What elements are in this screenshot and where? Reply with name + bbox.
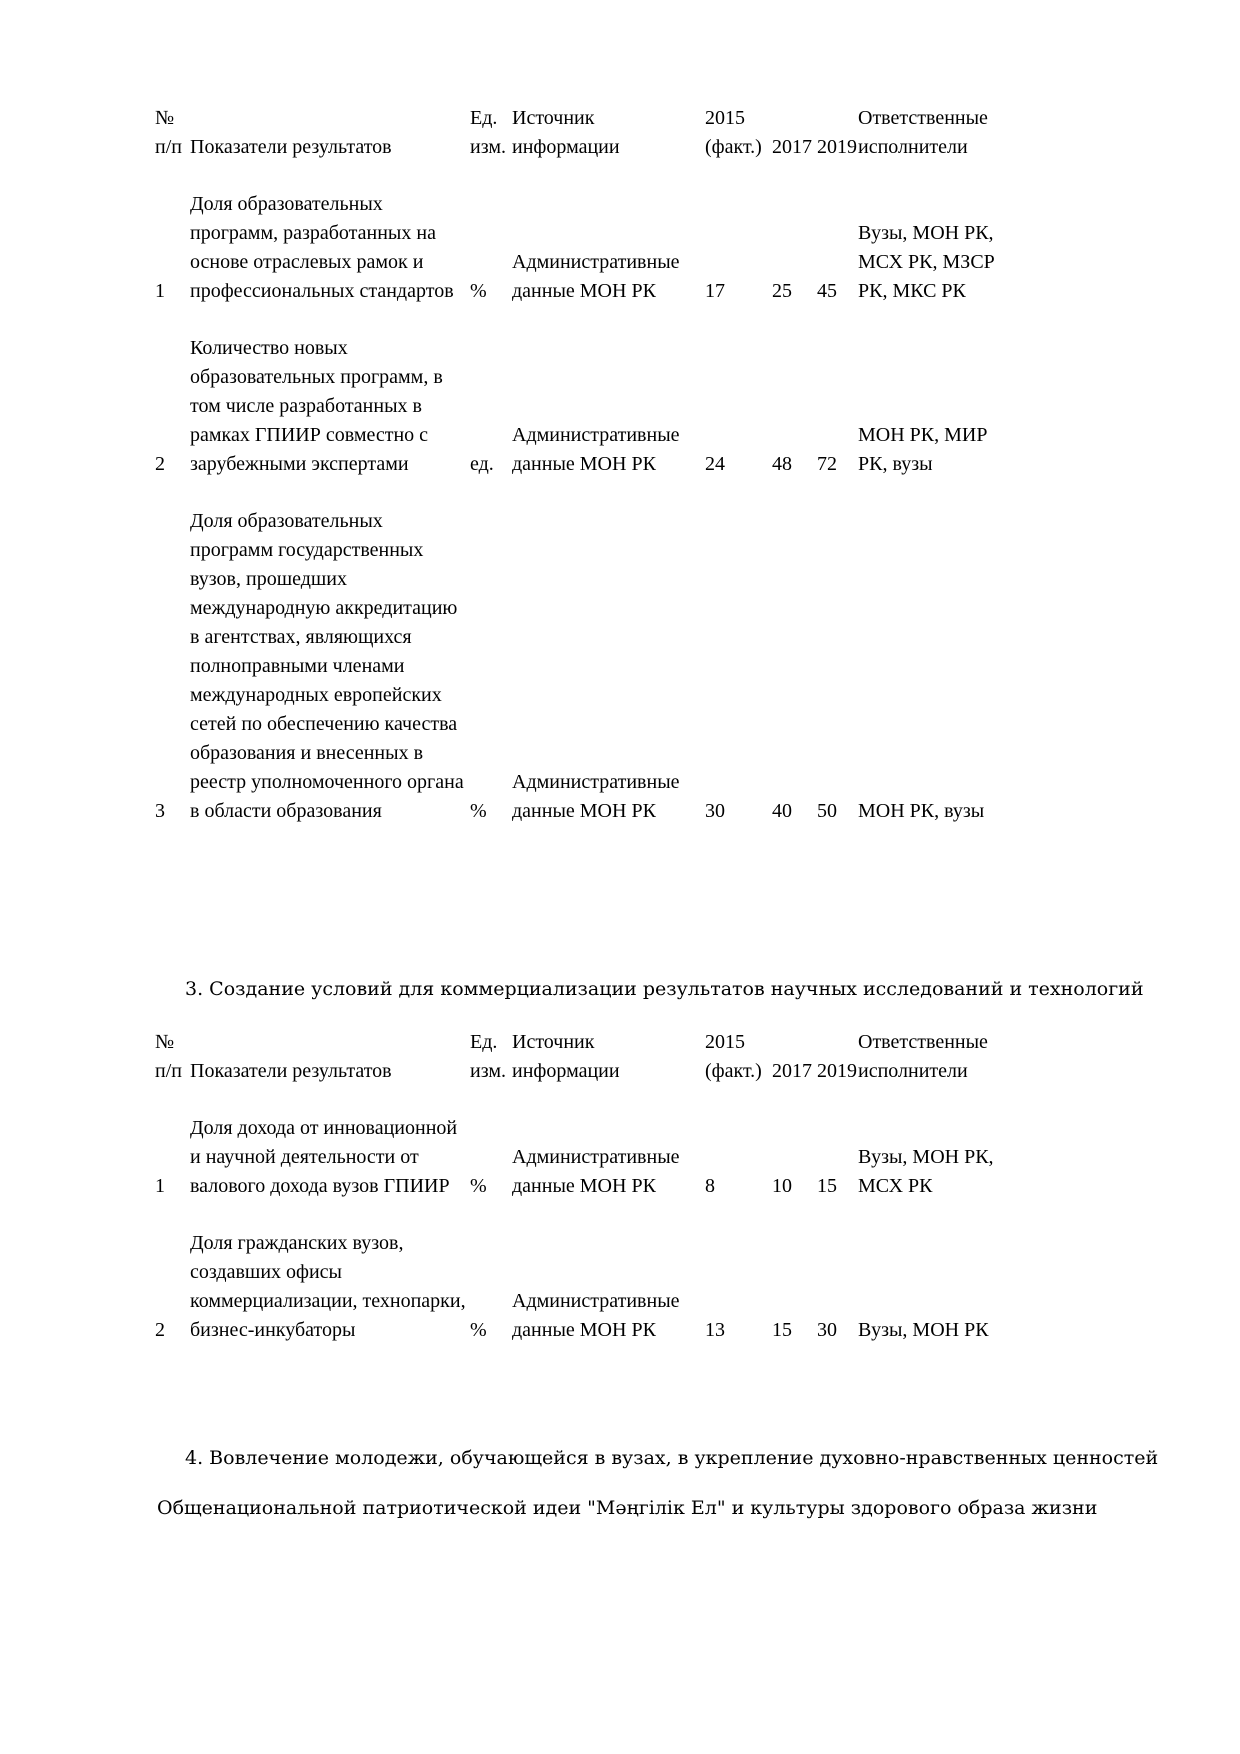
- header-col-2015-line-2: (факт.): [705, 136, 762, 158]
- table-row: [155, 162, 1015, 306]
- header-col-unit: [470, 104, 512, 162]
- header-col-2015-line-2: (факт.): [705, 1060, 762, 1082]
- header-col-2019: 2019: [817, 1060, 857, 1082]
- cell-value-2017: 40: [772, 800, 792, 822]
- header-col-unit-line-2: изм.: [470, 1060, 506, 1082]
- section-4-paragraph: [157, 1433, 1240, 1533]
- table-header-row: [155, 1028, 1015, 1086]
- cell-source: Административные данные МОН РК: [512, 1146, 680, 1197]
- header-col-source-line-1: Источник: [512, 107, 595, 129]
- cell-value-2015: 24: [705, 453, 725, 475]
- cell-responsible: МОН РК, МИР РК, вузы: [858, 424, 988, 475]
- table-header-row: [155, 104, 1015, 162]
- cell-value-2015: 30: [705, 800, 725, 822]
- cell-unit: %: [470, 1319, 487, 1341]
- cell-value-2017: 10: [772, 1175, 792, 1197]
- section-4-line-1: 4. Вовлечение молодежи, обучающейся в вузах, в укрепление духовно-нравственных ценностей: [185, 1447, 1159, 1469]
- cell-indicator: Доля гражданских вузов, создавших офисы коммерциализации, технопарки, бизнес-инкубаторы: [190, 1232, 466, 1341]
- cell-indicator: Доля образовательных программ, разработанных на основе отраслевых рамок и профессиональных стандартов: [190, 193, 454, 302]
- cell-indicator: Количество новых образовательных программ, в том числе разработанных в рамках ГПИИР совместно с зарубежными экспертами: [190, 337, 443, 475]
- cell-source: Административные данные МОН РК: [512, 771, 680, 822]
- cell-value-2019: 50: [817, 800, 837, 822]
- header-col-source-line-2: информации: [512, 136, 620, 158]
- cell-row-number: 2: [155, 453, 165, 475]
- header-col-responsible: [858, 1028, 1015, 1086]
- cell-value-2017: 48: [772, 453, 792, 475]
- header-col-num: [155, 1028, 190, 1086]
- cell-unit: %: [470, 800, 487, 822]
- cell-responsible: Вузы, МОН РК: [858, 1319, 989, 1341]
- header-col-source: [512, 1028, 705, 1086]
- cell-unit: ед.: [470, 453, 494, 475]
- cell-indicator: Доля дохода от инновационной и научной деятельности от валового дохода вузов ГПИИР: [190, 1117, 458, 1197]
- cell-unit: %: [470, 1175, 487, 1197]
- cell-row-number: 1: [155, 280, 165, 302]
- header-col-num-line-1: №: [155, 107, 175, 129]
- header-col-responsible-line-2: исполнители: [858, 1060, 968, 1082]
- cell-indicator: Доля образовательных программ государственных вузов, прошедших международную аккредитацию в агентствах, являющихся полноправными членами международных европейских сетей по обеспечению качества образования и внесенных в реестр уполномоченного органа в области образования: [190, 510, 464, 822]
- cell-source: Административные данные МОН РК: [512, 251, 680, 302]
- cell-responsible: Вузы, МОН РК, МСХ РК: [858, 1146, 994, 1197]
- header-col-unit-line-1: Ед.: [470, 1031, 498, 1053]
- cell-row-number: 1: [155, 1175, 165, 1197]
- header-col-num: [155, 104, 190, 162]
- cell-value-2015: 17: [705, 280, 725, 302]
- cell-row-number: 2: [155, 1319, 165, 1341]
- header-col-2015: [705, 104, 772, 162]
- header-col-responsible-line-1: Ответственные: [858, 1031, 988, 1053]
- cell-value-2019: 15: [817, 1175, 837, 1197]
- header-col-num-line-1: №: [155, 1031, 175, 1053]
- header-col-responsible-line-2: исполнители: [858, 136, 968, 158]
- table-row: [155, 479, 1015, 826]
- header-col-2015-line-1: 2015: [705, 107, 745, 129]
- cell-row-number: 3: [155, 800, 165, 822]
- cell-value-2017: 25: [772, 280, 792, 302]
- cell-source: Административные данные МОН РК: [512, 1290, 680, 1341]
- header-col-source-line-2: информации: [512, 1060, 620, 1082]
- header-col-2017: 2017: [772, 136, 812, 158]
- header-col-2019: 2019: [817, 136, 857, 158]
- header-col-2017: 2017: [772, 1060, 812, 1082]
- results-indicators-table-1: [155, 104, 1015, 826]
- results-indicators-table-2: [155, 1028, 1015, 1345]
- header-col-indicator: Показатели результатов: [190, 1060, 392, 1082]
- cell-responsible: Вузы, МОН РК, МСХ РК, МЗСР РК, МКС РК: [858, 222, 995, 302]
- cell-value-2019: 72: [817, 453, 837, 475]
- cell-value-2015: 13: [705, 1319, 725, 1341]
- header-col-unit-line-2: изм.: [470, 136, 506, 158]
- header-col-num-line-2: п/п: [155, 136, 182, 158]
- cell-source: Административные данные МОН РК: [512, 424, 680, 475]
- cell-responsible: МОН РК, вузы: [858, 800, 985, 822]
- header-col-responsible: [858, 104, 1015, 162]
- cell-value-2017: 15: [772, 1319, 792, 1341]
- cell-value-2019: 30: [817, 1319, 837, 1341]
- header-col-responsible-line-1: Ответственные: [858, 107, 988, 129]
- table-row: [155, 1086, 1015, 1201]
- header-col-num-line-2: п/п: [155, 1060, 182, 1082]
- header-col-2015: [705, 1028, 772, 1086]
- section-3-heading: 3. Создание условий для коммерциализации результатов научных исследований и технологий: [185, 978, 1144, 1000]
- table-row: [155, 306, 1015, 479]
- cell-value-2015: 8: [705, 1175, 715, 1197]
- header-col-2015-line-1: 2015: [705, 1031, 745, 1053]
- cell-unit: %: [470, 280, 487, 302]
- table-row: [155, 1201, 1015, 1345]
- header-col-indicator: Показатели результатов: [190, 136, 392, 158]
- header-col-unit-line-1: Ед.: [470, 107, 498, 129]
- header-col-unit: [470, 1028, 512, 1086]
- section-4-line-2: Общенациональной патриотической идеи "Мәңгілік Ел" и культуры здорового образа жизни: [157, 1497, 1098, 1519]
- header-col-source-line-1: Источник: [512, 1031, 595, 1053]
- cell-value-2019: 45: [817, 280, 837, 302]
- header-col-source: [512, 104, 705, 162]
